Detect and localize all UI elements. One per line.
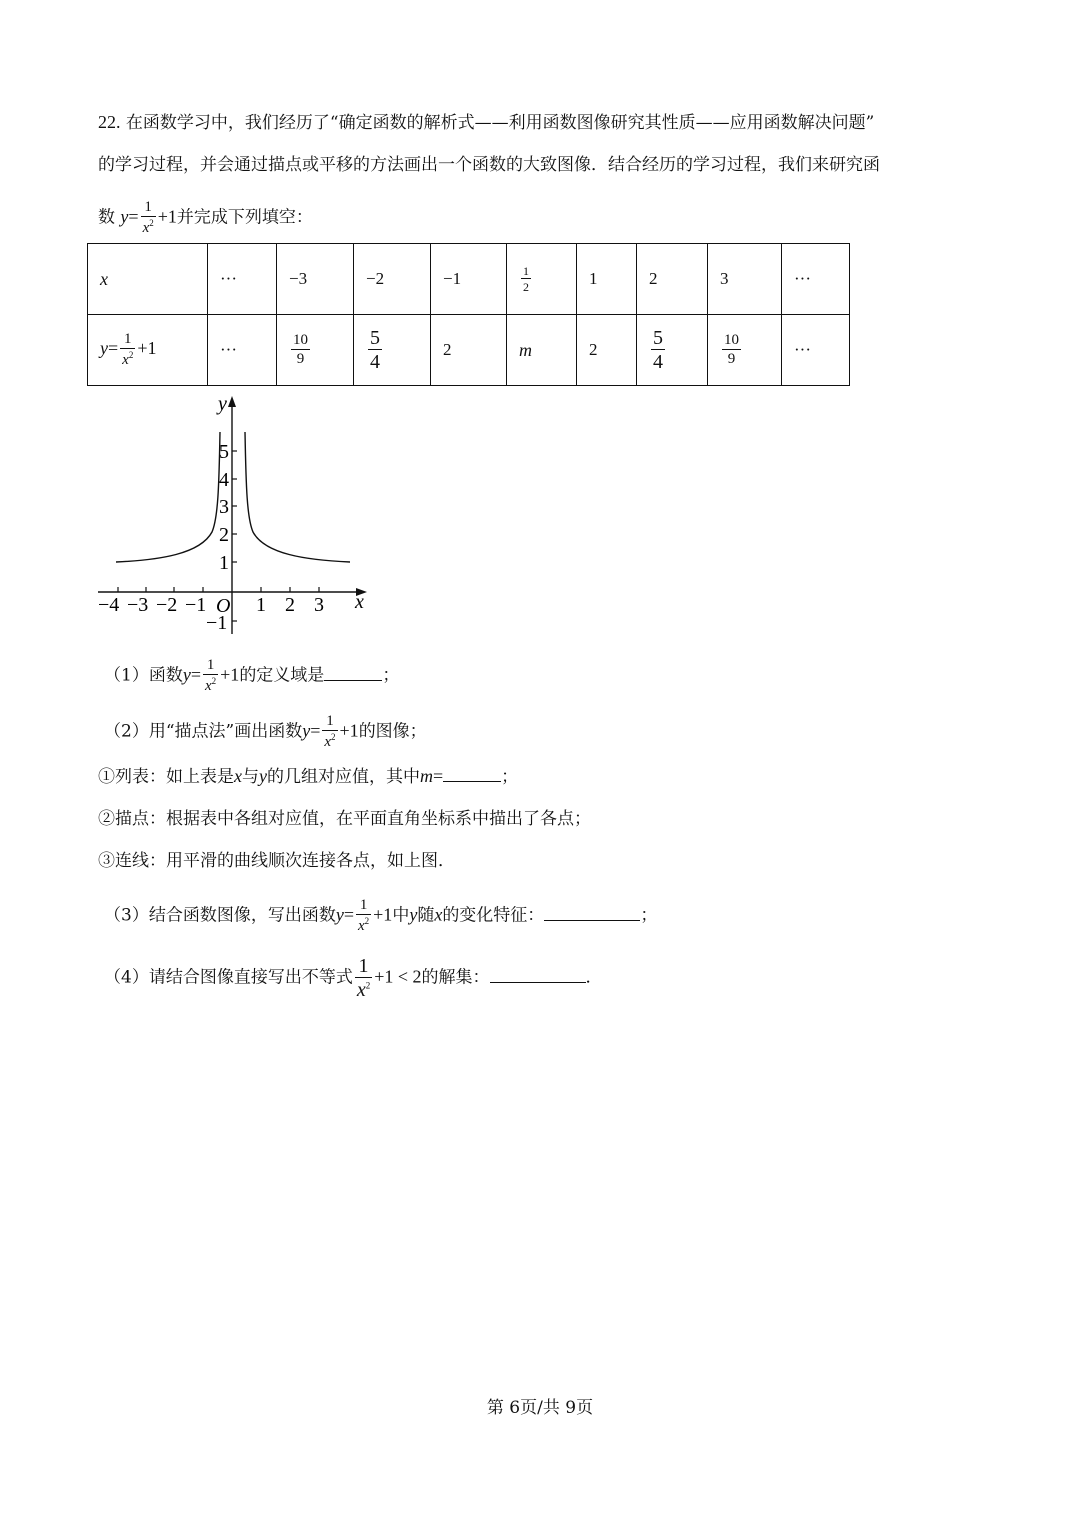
answer-blank[interactable] — [490, 968, 586, 983]
part-3: （3）结合函数图像，写出函数y= $\frac{1}{x^2}$ +1中y随x的变化特征： ； — [104, 897, 658, 934]
x-tick-label: −2 — [156, 594, 178, 616]
x-tick-label: 1 — [256, 594, 266, 616]
table-cell: m — [507, 315, 577, 386]
step-2: ②描点：根据表中各组对应值，在平面直角坐标系中描出了各点； — [98, 809, 591, 829]
table-cell: 1 — [577, 244, 637, 315]
table-cell: ··· — [782, 244, 850, 315]
table-cell: ··· — [208, 244, 277, 315]
y-tick-label: −1 — [206, 612, 228, 634]
answer-blank[interactable] — [544, 906, 640, 921]
origin-label: O — [216, 595, 231, 617]
table-cell: $\frac{10}{9}$ — [277, 315, 354, 386]
answer-blank[interactable] — [324, 666, 382, 681]
table-cell: 2 — [431, 315, 507, 386]
x-tick-label: 3 — [314, 594, 324, 616]
step-1: ①列表：如上表是x与y的几组对应值，其中m= ； — [98, 766, 519, 787]
y-tick-label: 4 — [219, 469, 229, 491]
step-3: ③连线：用平滑的曲线顺次连接各点，如上图． — [98, 851, 455, 871]
intro-line-2: 的学习过程，并会通过描点或平移的方法画出一个函数的大致图像．结合经历的学习过程，我们来研究函 — [98, 155, 880, 175]
x-tick-label: −3 — [127, 594, 149, 616]
x-tick-label: −4 — [98, 594, 120, 616]
table-row — [88, 315, 850, 386]
y-axis-label: y — [218, 393, 227, 415]
part-4: （4）请结合图像直接写出不等式 $\frac{1}{x^2}$ +1 < 2的解集： ． — [104, 955, 603, 1001]
y-tick-label: 3 — [219, 496, 229, 518]
function-graph — [90, 392, 380, 642]
table-cell: ··· — [208, 315, 277, 386]
table-cell: 2 — [577, 315, 637, 386]
table-cell: −3 — [277, 244, 354, 315]
y-axis-arrow — [228, 396, 236, 407]
table-cell: x — [88, 244, 208, 315]
fraction: $\frac{1}{x^2}$ — [142, 199, 154, 236]
table-cell: $\frac{5}{4}$ — [354, 315, 431, 386]
table-cell: 2 — [637, 244, 708, 315]
intro-line-1: 22. 在函数学习中，我们经历了“确定函数的解析式——利用函数图像研究其性质——应用函数解决问题” — [98, 112, 875, 133]
table-cell: $\frac{1}{2}$ — [507, 244, 577, 315]
table-cell: $\frac{10}{9}$ — [708, 315, 782, 386]
table-cell: −1 — [431, 244, 507, 315]
table-cell: y= $\frac{1}{x^2}$ +1 — [88, 315, 208, 386]
intro-line-3: 数 y= $\frac{1}{x^2}$ +1并完成下列填空： — [98, 199, 313, 236]
part-2: （2）用“描点法”画出函数y= $\frac{1}{x^2}$ +1的图像； — [104, 713, 427, 750]
table-row — [88, 244, 850, 315]
y-tick-label: 2 — [219, 524, 229, 546]
value-table — [87, 243, 850, 386]
curve-left-branch — [116, 432, 220, 562]
x-axis-label: x — [355, 591, 364, 613]
curve-right-branch — [245, 432, 350, 562]
page-footer: 第 6页/共 9页 — [486, 1398, 594, 1418]
x-tick-label: −1 — [185, 594, 207, 616]
y-tick-label: 1 — [219, 552, 229, 574]
y-tick-label: 5 — [219, 441, 229, 463]
table-cell: ··· — [782, 315, 850, 386]
part-1: （1）函数y= $\frac{1}{x^2}$ +1的定义域是 ； — [104, 657, 400, 694]
table-cell: 3 — [708, 244, 782, 315]
table-cell: $\frac{5}{4}$ — [637, 315, 708, 386]
table-cell: −2 — [354, 244, 431, 315]
x-tick-label: 2 — [285, 594, 295, 616]
answer-blank[interactable] — [443, 767, 501, 782]
